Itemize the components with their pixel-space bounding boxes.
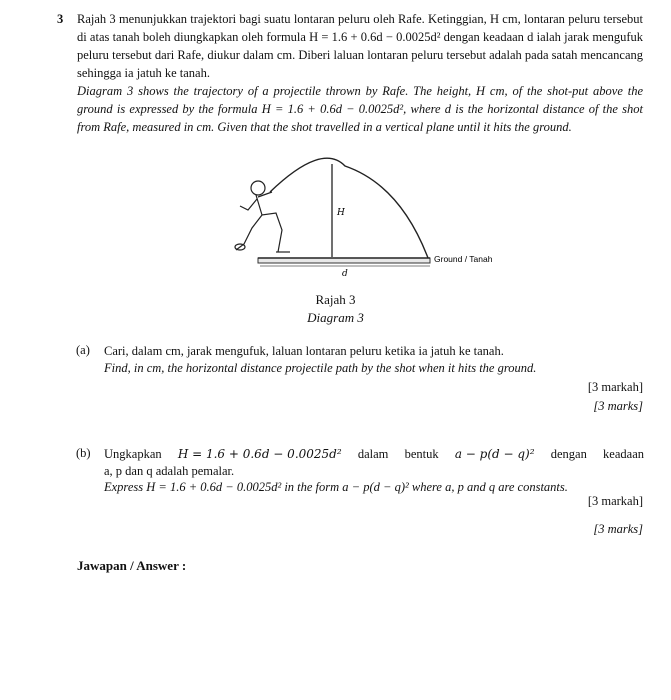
- question-number: 3: [57, 12, 64, 26]
- intro-malay: Rajah 3 menunjukkan trajektori bagi suatu lontaran peluru oleh Rafe. Ketinggian, H cm, lontaran peluru tersebut di atas tanah boleh diungkapkan oleh formula H = 1.6 + 0.6d − 0.0025d² dengan keadaan d ialah jarak mengufuk peluru tersebut dari Rafe, diukur dalam cm. Diberi laluan lontaran peluru tersebut adalah pada satah mencancang sehingga ia jatuh ke tanah.: [77, 12, 643, 80]
- part-a-malay: Cari, dalam cm, jarak mengufuk, laluan lontaran peluru ketika ia jatuh ke tanah.: [104, 344, 504, 358]
- label-d: d: [342, 269, 348, 279]
- part-b-english: Express H = 1.6 + 0.6d − 0.0025d² in the form a − p(d − q)² where a, p and q are constants.: [104, 480, 568, 494]
- word-keadaan: keadaan: [603, 447, 644, 461]
- caption-malay: Rajah 3: [315, 292, 356, 307]
- part-b-label: (b): [76, 446, 91, 460]
- word-bentuk: bentuk: [404, 447, 439, 461]
- formula-form: a − p(d − q)²: [454, 447, 535, 461]
- part-a-english: Find, in cm, the horizontal distance projectile path by the shot when it hits the ground.: [104, 361, 537, 375]
- word-dalam: dalam: [357, 447, 389, 461]
- caption-english: Diagram 3: [307, 310, 364, 325]
- word-ungkapkan: Ungkapkan: [104, 447, 162, 461]
- intro-english: Diagram 3 shows the trajectory of a projectile thrown by Rafe. The height, H cm, of the shot-put above the ground is expressed by the formula H = 1.6 + 0.6d − 0.0025d², where d is the horizontal distance of the shot from Rafe, measured in cm. Given that the shot travelled in a vertical plane until it hits the ground.: [77, 84, 643, 134]
- part-b-marks-english: [3 marks]: [593, 522, 643, 536]
- part-b-malay-line1: [104, 446, 644, 463]
- trajectory-curve: [270, 158, 428, 258]
- ground-strip: [258, 258, 430, 263]
- part-b-malay-line2: a, p dan q adalah pemalar.: [104, 464, 235, 478]
- ground-label: Ground / Tanah: [434, 254, 493, 264]
- part-a-marks-english: [3 marks]: [593, 399, 643, 413]
- thrower-figure: [235, 181, 290, 252]
- answer-label: Jawapan / Answer :: [77, 558, 187, 573]
- part-a-marks-malay: [3 markah]: [587, 380, 643, 394]
- word-dengan: dengan: [550, 447, 587, 461]
- part-b-marks-malay: [3 markah]: [587, 494, 643, 508]
- formula-H: H = 1.6 + 0.6d − 0.0025d²: [177, 447, 342, 461]
- part-a-label: (a): [76, 343, 90, 357]
- label-H: H: [337, 208, 345, 218]
